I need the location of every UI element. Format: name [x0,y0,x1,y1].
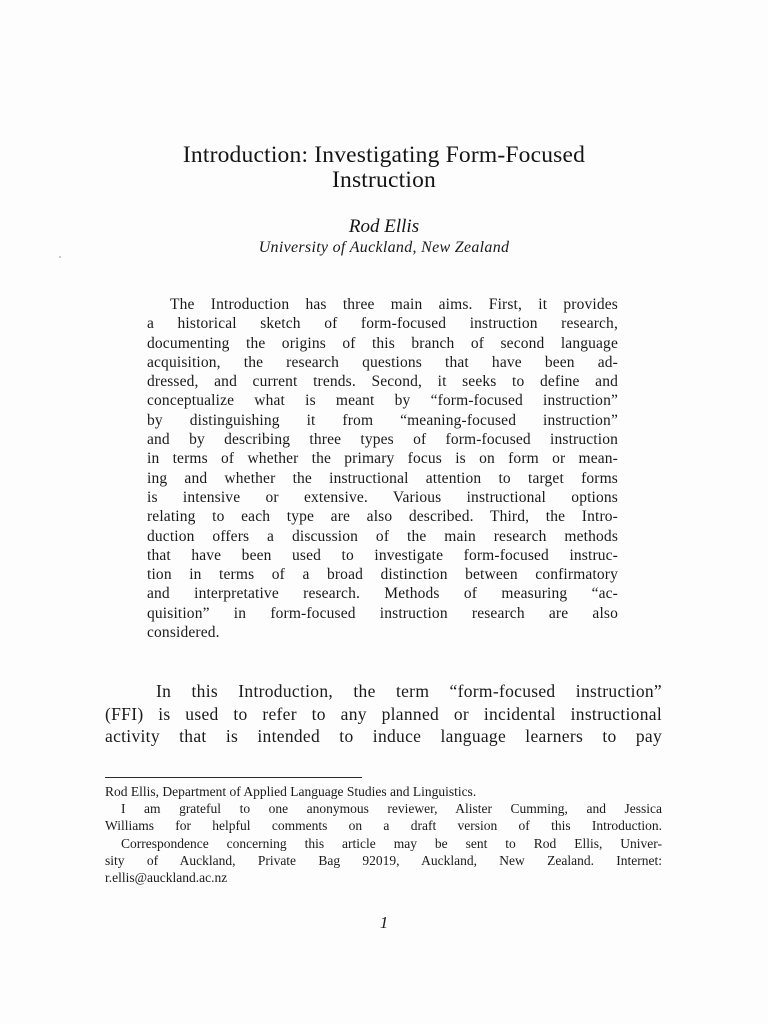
abstract-line: by distinguishing it from “meaning-focused instruction” [147,411,618,429]
abstract-line: considered. [147,624,220,642]
author-affiliation: University of Auckland, New Zealand [258,239,510,256]
abstract-line: and by describing three types of form-focused instruction [147,431,618,449]
footnote-line: I am grateful to one anonymous reviewer, Alister Cumming, and Jessica [121,801,662,817]
abstract-line: conceptualize what is meant by “form-focused instruction” [147,392,618,410]
abstract-line: quisition” in form-focused instruction research are also [147,604,618,622]
footnote-email: r.ellis@auckland.ac.nz [105,869,228,885]
abstract-line: dressed, and current trends. Second, it seeks to define and [147,373,618,391]
body-line: (FFI) is used to refer to any planned or incidental instructional [105,703,662,724]
abstract-line: a historical sketch of form-focused instruction research, [147,315,618,333]
abstract-line: duction offers a discussion of the main research methods [147,527,618,545]
abstract-line: that have been used to investigate form-focused instruc- [147,546,618,564]
footnote-line: Williams for helpful comments on a draft version of this Introduction. [105,818,662,834]
footnote-rule [105,777,362,778]
author-name: Rod Ellis [348,216,420,237]
title-line-1: Introduction: Investigating Form-Focused [182,142,586,168]
abstract-line: relating to each type are also described. Third, the Intro- [147,508,618,526]
abstract-line: The Introduction has three main aims. First, it provides [170,296,618,313]
footnotes [105,783,662,886]
footnote-line: sity of Auckland, Private Bag 92019, Auckland, New Zealand. Internet: [105,852,662,868]
abstract-line: documenting the origins of this branch of second language [147,334,618,352]
footnote-line: Correspondence concerning this article may be sent to Rod Ellis, Univer- [121,835,662,851]
abstract-line: ing and whether the instructional attention to target forms [147,469,618,487]
body-paragraph [105,680,662,748]
page-number: 1 [379,913,389,932]
abstract-line: tion in terms of a broad distinction between confirmatory [147,566,618,584]
article-title [0,143,768,193]
body-line: activity that is intended to induce language learners to pay [105,726,662,746]
abstract-line: acquisition, the research questions that have been ad- [147,353,618,371]
abstract [147,295,618,642]
abstract-line: in terms of whether the primary focus is on form or mean- [147,450,618,468]
abstract-line: and interpretative research. Methods of measuring “ac- [147,585,618,603]
body-line: In this Introduction, the term “form-focused instruction” [156,681,662,701]
footnote-line: Rod Ellis, Department of Applied Language Studies and Linguistics. [105,784,477,799]
abstract-line: is intensive or extensive. Various instructional options [147,488,618,506]
title-line-2: Instruction [331,167,436,193]
